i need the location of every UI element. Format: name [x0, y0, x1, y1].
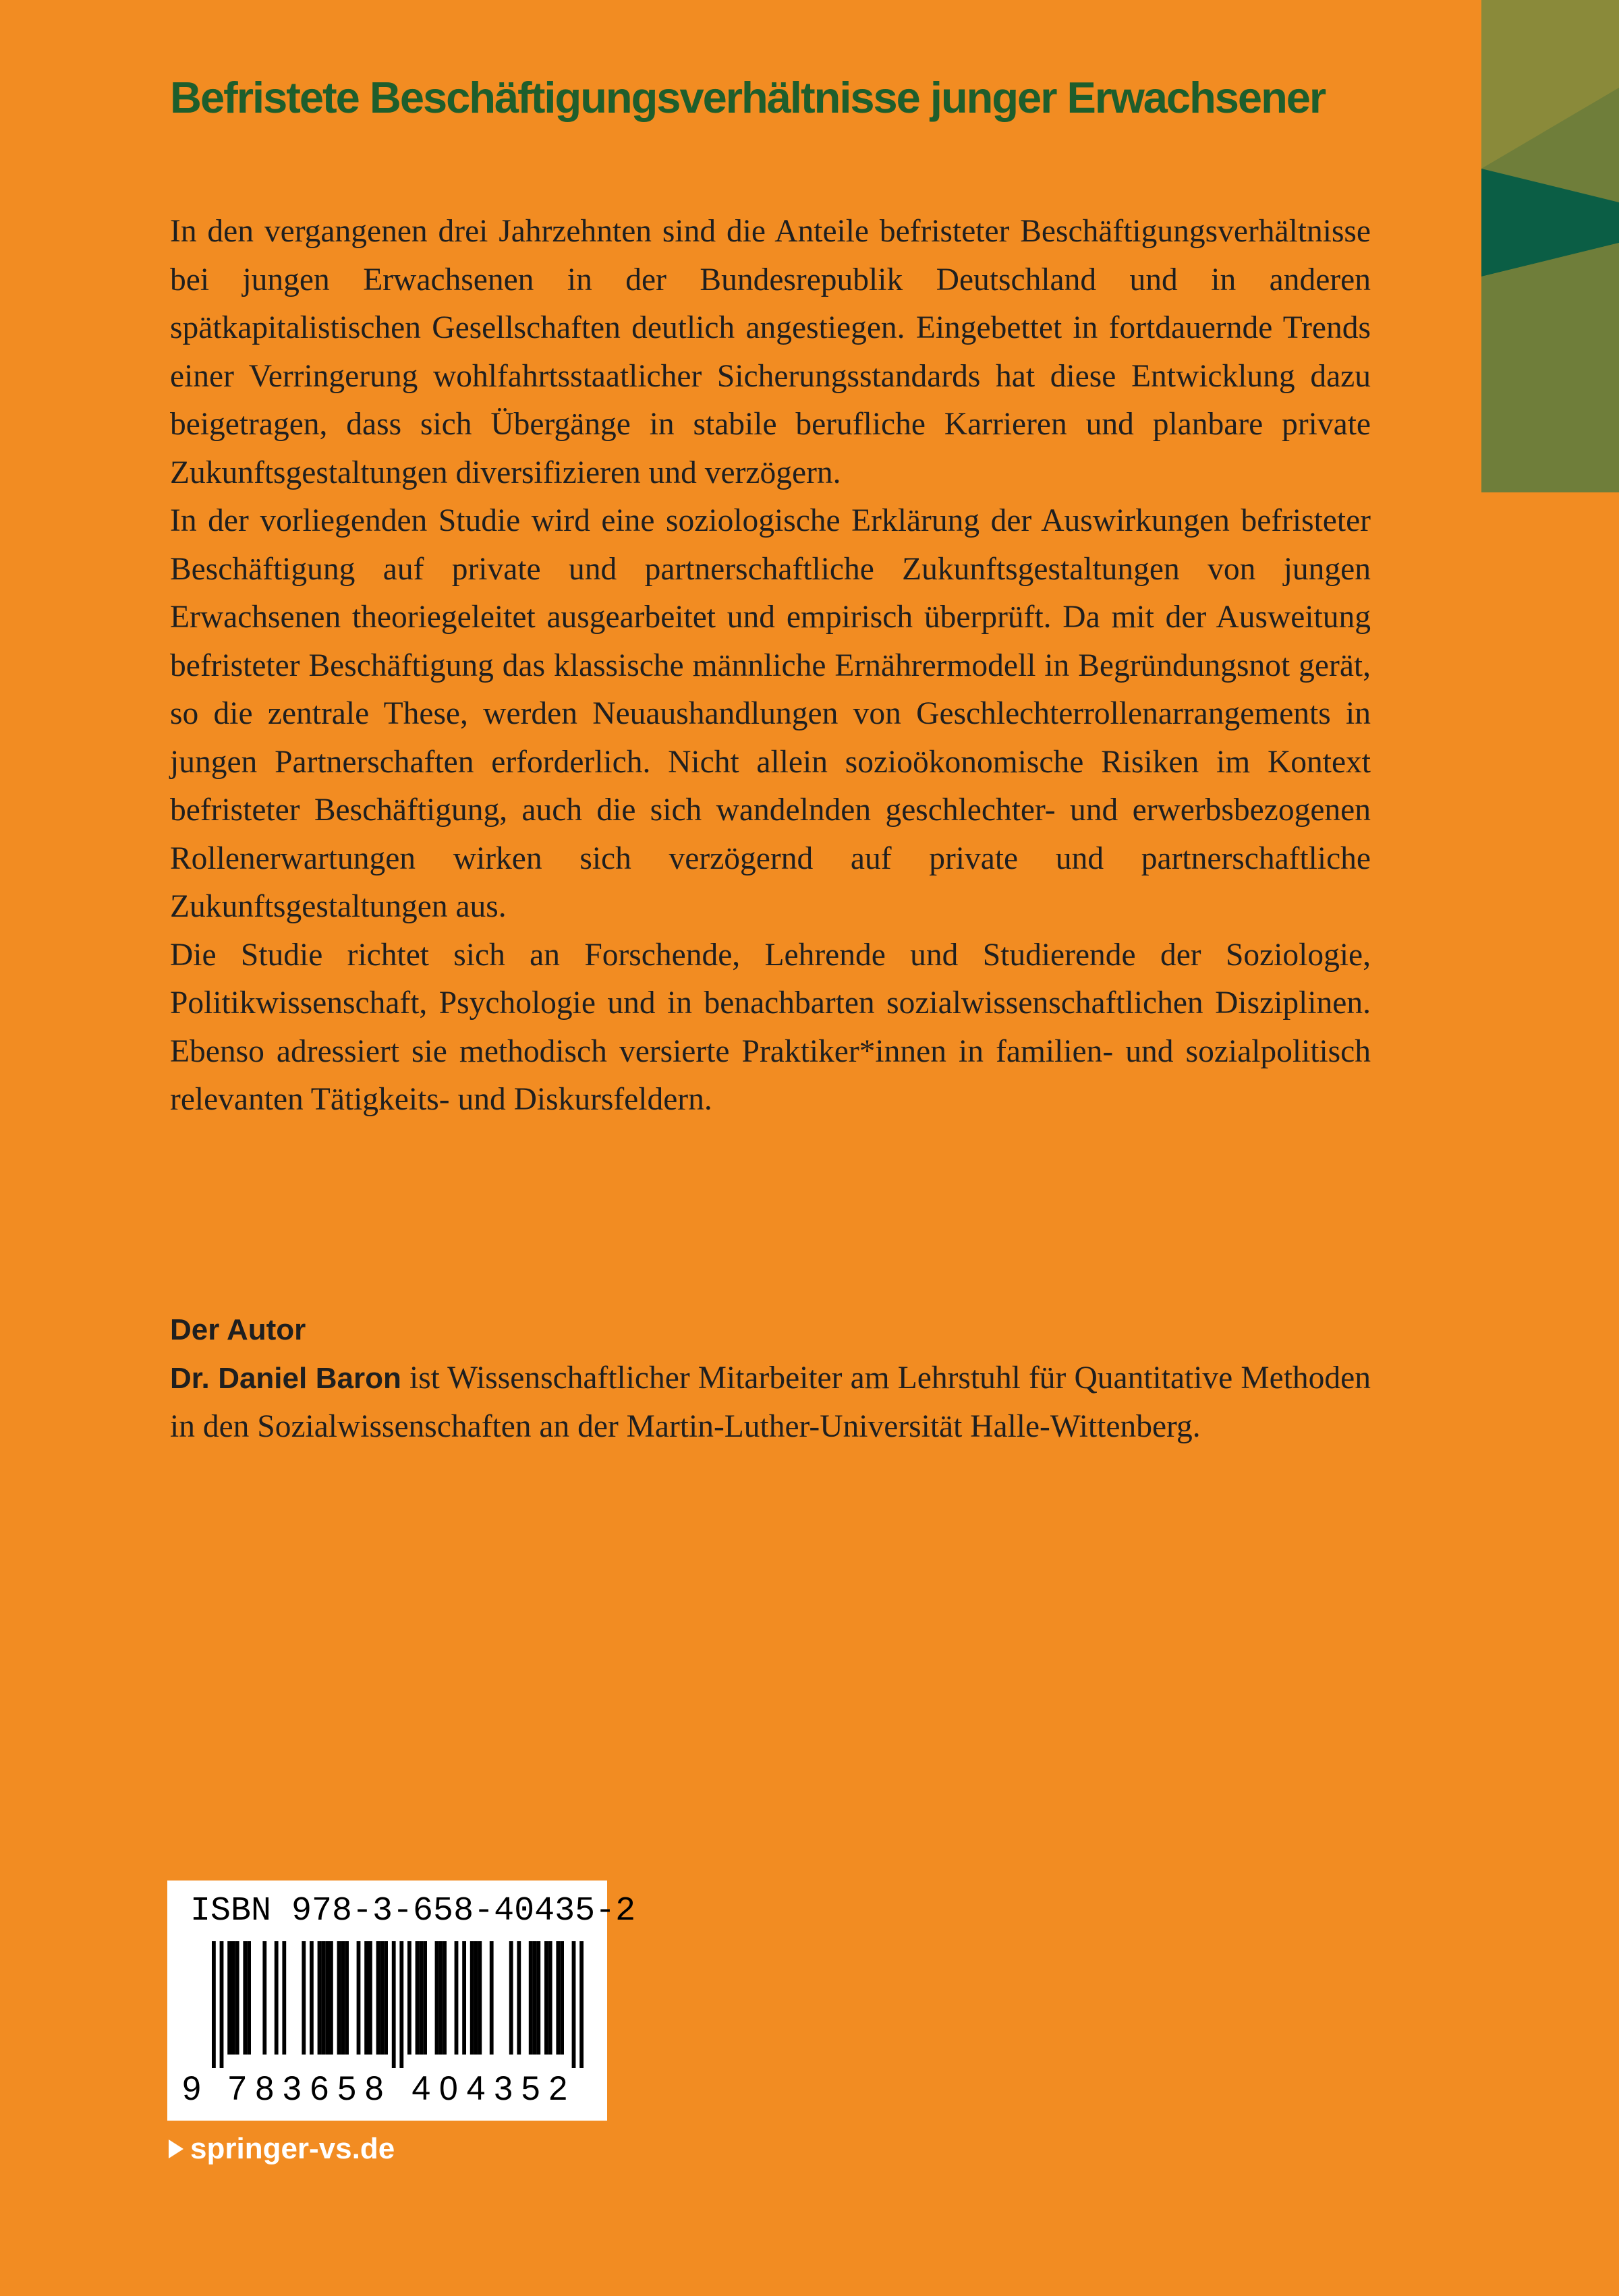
barcode-bar: [399, 1941, 403, 2068]
barcode-bar: [337, 1941, 341, 2055]
barcode-bar: [556, 1941, 560, 2055]
barcode-bar: [282, 1941, 286, 2055]
barcode-bar: [212, 1941, 216, 2068]
barcode-bar: [455, 1941, 459, 2055]
barcode-digit: 8: [364, 2069, 384, 2107]
barcode-bar: [227, 1941, 231, 2055]
barcode-bar: [318, 1941, 322, 2055]
barcode-bar: [544, 1941, 548, 2055]
blurb-paragraph: Die Studie richtet sich an Forschende, Lehrende und Studierende der Soziologie, Politikwissenschaft, Psychologie und in benachbarten sozialwissenschaftlichen Disziplinen. Ebenso adressiert sie methodisch versierte Praktiker*innen in familien- und sozialpolitisch relevanten Tätigkeits- und Diskursfeldern.: [170, 937, 1371, 1117]
barcode-bar: [384, 1941, 388, 2055]
barcode-bar: [368, 1941, 372, 2055]
barcode-bar: [231, 1941, 235, 2055]
barcode-digit: 0: [438, 2069, 458, 2107]
barcode-bar: [321, 1941, 325, 2055]
barcode-bar: [533, 1941, 537, 2055]
barcode-bar: [275, 1941, 279, 2055]
author-heading: Der Autor: [170, 1313, 306, 1346]
barcode-digit: 3: [494, 2069, 513, 2107]
barcode-bar: [509, 1941, 513, 2055]
barcode-bar: [419, 1941, 423, 2055]
barcode-bar: [470, 1941, 474, 2055]
barcode-bar: [407, 1941, 411, 2055]
barcode-bar: [572, 1941, 576, 2068]
barcode-bar: [364, 1941, 368, 2055]
barcode-digit: 4: [466, 2069, 486, 2107]
barcode-bar: [435, 1941, 439, 2055]
barcode-bar: [262, 1941, 266, 2055]
barcode-bars: [190, 1941, 584, 2068]
barcode-digit: 9: [182, 2069, 201, 2107]
blurb-paragraph: In der vorliegenden Studie wird eine soziologische Erklärung der Auswirkungen befristeter Beschäftigung auf private und partnerschaftliche Zukunftsgestaltungen von jungen Erwachsenen theoriegeleitet ausgearbeitet und empirisch überprüft. Da mit der Ausweitung befristeter Beschäftigung das klassische männliche Ernährermodell in Begründungsnot gerät, so die zentrale These, werden Neuaushandlungen von Geschlechterrollenarrangements in jungen Partnerschaften erforderlich. Nicht allein sozioökonomische Risiken im Kontext befristeter Beschäftigung, auch die sich wandelnden geschlechter- und erwerbsbezogenen Rollenerwartungen wirken sich verzögernd auf private und partnerschaftliche Zukunftsgestaltungen aus.: [170, 503, 1371, 924]
barcode-bar: [443, 1941, 447, 2055]
barcode-digit: 8: [255, 2069, 275, 2107]
book-title: Befristete Beschäftigungsverhältnisse junger Erwachsener: [170, 73, 1326, 122]
barcode-bar: [329, 1941, 333, 2055]
barcode-bar: [302, 1941, 306, 2055]
barcode-bar: [560, 1941, 564, 2055]
barcode-bar: [536, 1941, 540, 2055]
author-section: [170, 1306, 1371, 1451]
author-bio-text: ist Wissenschaftlicher Mitarbeiter am Lehrstuhl für Quantitative Methoden in den Sozialwissenschaften an der Martin-Luther-Universität Halle-Wittenberg.: [170, 1360, 1371, 1444]
author-name: Dr. Daniel Baron: [170, 1362, 401, 1395]
blurb-paragraph: In den vergangenen drei Jahrzehnten sind die Anteile befristeter Beschäftigungsverhältnisse bei jungen Erwachsenen in der Bundesrepublik Deutschland und in anderen spätkapitalistischen Gesellschaften deutlich angestiegen. Eingebettet in fortdauernde Trends einer Verringerung wohlfahrtsstaatlicher Sicherungsstandards hat diese Entwicklung dazu beigetragen, dass sich Übergänge in stabile berufliche Karrieren und planbare private Zukunftsgestaltungen diversifizieren und verzögern.: [170, 214, 1371, 490]
barcode-bar: [462, 1941, 466, 2055]
barcode-bar: [325, 1941, 329, 2055]
author-bio: [170, 1354, 1371, 1451]
barcode-bar: [416, 1941, 420, 2055]
barcode-bar: [243, 1941, 247, 2055]
barcode-bar: [376, 1941, 380, 2055]
barcode-bar: [423, 1941, 427, 2055]
barcode-bar: [357, 1941, 361, 2055]
barcode-digit: 7: [227, 2069, 247, 2107]
barcode-bar: [235, 1941, 239, 2055]
barcode-digit: 3: [282, 2069, 302, 2107]
barcode-digit: 2: [548, 2069, 568, 2107]
barcode-bar: [529, 1941, 533, 2055]
blurb-text: [170, 208, 1371, 1124]
barcode-bar: [474, 1941, 478, 2055]
barcode-bar: [345, 1941, 349, 2055]
barcode-bar: [220, 1941, 224, 2068]
barcode-bar: [438, 1941, 443, 2055]
barcode-bar: [310, 1941, 314, 2055]
arrow-right-icon: [169, 2140, 183, 2158]
publisher-link[interactable]: [169, 2129, 395, 2169]
isbn-barcode: [167, 1881, 636, 2121]
barcode-digit: 5: [337, 2069, 356, 2107]
barcode-digit: 5: [521, 2069, 540, 2107]
publisher-url: springer-vs.de: [190, 2132, 395, 2165]
barcode-bar: [548, 1941, 552, 2055]
barcode-bar: [341, 1941, 345, 2055]
barcode-digit: 4: [411, 2069, 431, 2107]
barcode-bar: [478, 1941, 482, 2055]
barcode-bar: [490, 1941, 494, 2055]
barcode-bar: [247, 1941, 251, 2055]
barcode-digit: 6: [310, 2069, 329, 2107]
barcode-bar: [380, 1941, 384, 2055]
barcode-bar: [579, 1941, 584, 2068]
isbn-label: ISBN 978-3-658-40435-2: [190, 1892, 636, 1930]
barcode-bar: [392, 1941, 396, 2068]
barcode-bar: [517, 1941, 521, 2055]
